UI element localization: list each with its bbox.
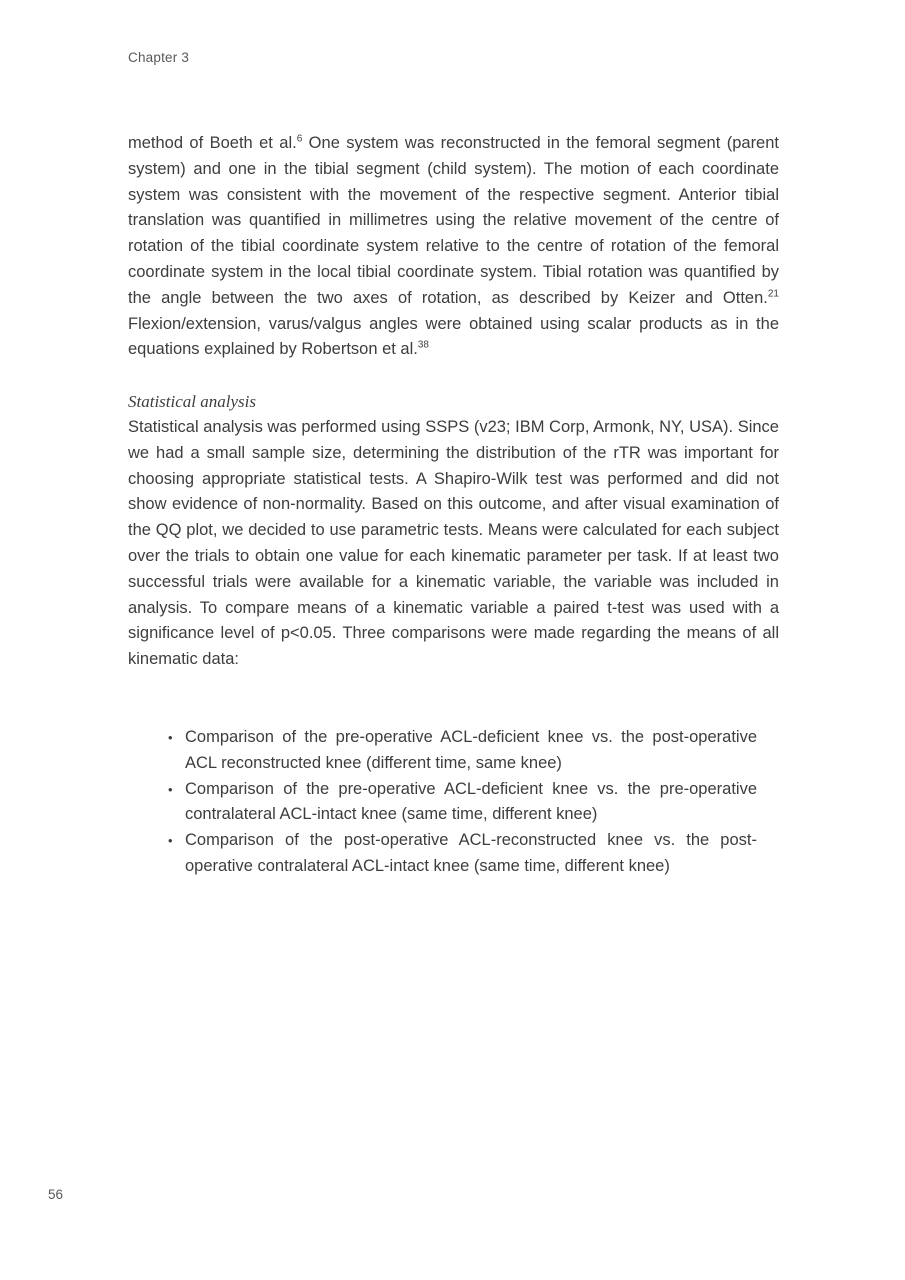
section-heading-statistical-analysis: Statistical analysis <box>128 392 256 412</box>
list-item: • Comparison of the post-operative ACL-reconstructed knee vs. the post-operative contralateral ACL-intact knee (same time, different knee) <box>168 828 757 880</box>
paragraph-text: Flexion/extension, varus/valgus angles were obtained using scalar products as in the equations explained by Robertson et al. <box>128 314 779 359</box>
paragraph-spacer <box>128 363 779 389</box>
citation-reference: 21 <box>767 288 779 300</box>
body-paragraph-methods <box>128 131 779 363</box>
running-header: Chapter 3 <box>128 50 190 65</box>
list-item: • Comparison of the pre-operative ACL-deficient knee vs. the pre-operative contralateral ACL-intact knee (same time, different knee) <box>168 777 757 829</box>
citation-reference: 6 <box>296 133 303 145</box>
page-content <box>128 131 779 880</box>
citation-reference: 38 <box>417 339 429 351</box>
comparison-bullet-list <box>128 725 779 880</box>
list-item: • Comparison of the pre-operative ACL-deficient knee vs. the post-operative ACL reconstructed knee (different time, same knee) <box>168 725 757 777</box>
paragraph-text: method of Boeth et al. <box>128 134 297 152</box>
paragraph-text: One system was reconstructed in the femoral segment (parent system) and one in the tibial segment (child system). The motion of each coordinate system was consistent with the movement of the respective segment. Anterior tibial translation was quantified in millimetres using the relative movement of the centre of rotation of the tibial coordinate system relative to the centre of rotation of the femoral coordinate system in the local tibial coordinate system. Tibial rotation was quantified by the angle between the two axes of rotation, as described by Keizer and Otten. <box>128 134 779 307</box>
page-number: 56 <box>48 1187 64 1202</box>
body-paragraph-statistical-analysis: Statistical analysis was performed using SSPS (v23; IBM Corp, Armonk, NY, USA). Since we had a small sample size, determining the distribution of the rTR was important for choosing appropriate statistical tests. A Shapiro-Wilk test was performed and did not show evidence of non-normality. Based on this outcome, and after visual examination of the QQ plot, we decided to use parametric tests. Means were calculated for each subject over the trials to obtain one value for each kinematic parameter per task. If at least two successful trials were available for a kinematic variable, the variable was included in analysis. To compare means of a kinematic variable a paired t-test was used with a significance level of p<0.05. Three comparisons were made regarding the means of all kinematic data: <box>128 417 779 669</box>
